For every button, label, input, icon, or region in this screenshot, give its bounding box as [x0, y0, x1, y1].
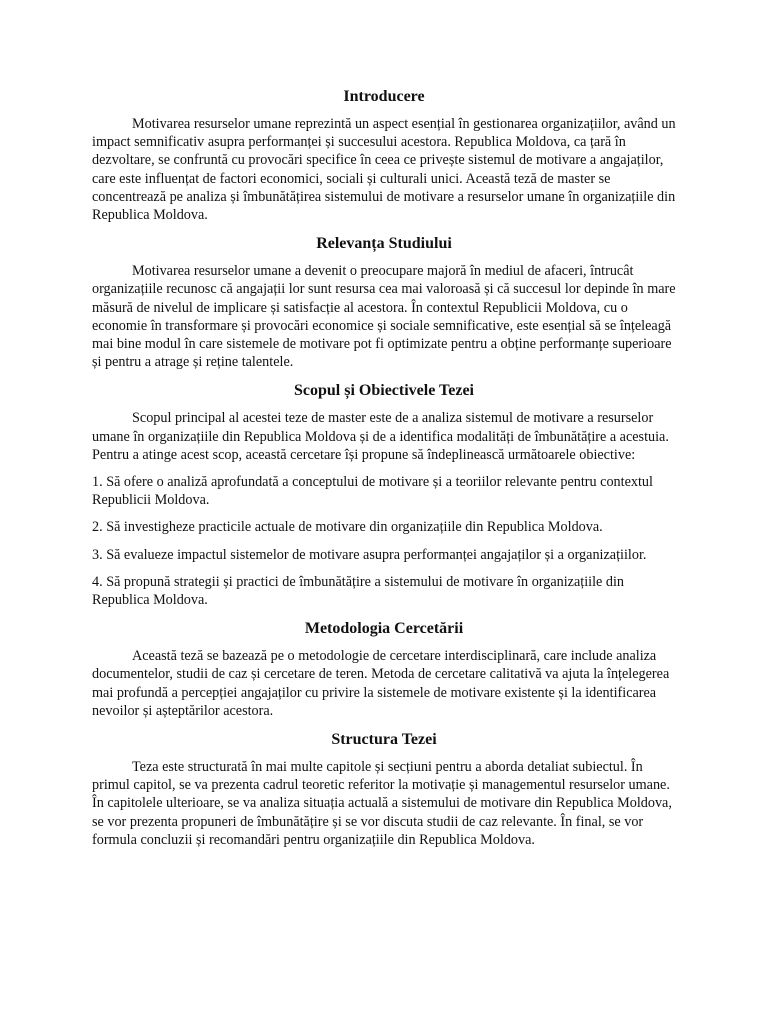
list-item: 1. Să ofere o analiză aprofundată a conceptului de motivare și a teoriilor relevante pentru contextul Republicii Moldova. — [92, 474, 653, 509]
section-scopul-si-obiectivele — [92, 380, 676, 609]
section-heading: Relevanța Studiului — [316, 235, 452, 253]
section-structura-tezei — [92, 729, 676, 849]
section-introducere — [92, 86, 676, 224]
list-item: 2. Să investigheze practicile actuale de motivare din organizațiile din Republica Moldova. — [92, 519, 603, 536]
section-paragraph: Motivarea resurselor umane reprezintă un aspect esențial în gestionarea organizațiilor, având un impact semnificativ asupra performanței și succesului acestora. Republica Moldova, ca țară în dezvoltare, se confruntă cu provocări specifice în ceea ce privește sistemul de motivare a angajaților, care este influențat de factori economici, sociali și culturali unici. Această teză de master se concentrează pe analiza și îmbunătățirea sistemului de motivare a resurselor umane în organizațiile din Republica Moldova. — [92, 116, 676, 224]
section-heading: Introducere — [343, 88, 425, 105]
section-metodologia-cercetarii — [92, 618, 676, 720]
section-relevanta-studiului — [92, 233, 676, 371]
list-item: 3. Să evalueze impactul sistemelor de motivare asupra performanței angajaților și a organizațiilor. — [92, 546, 647, 563]
section-paragraph: Scopul principal al acestei teze de master este de a analiza sistemul de motivare a resurselor umane în organizațiile din Republica Moldova și de a identifica modalități de îmbunătățire a acestuia. Pentru a atinge acest scop, această cercetare își propune să îndeplinească următoarele obiective: — [92, 410, 669, 463]
objectives-list — [92, 473, 676, 609]
section-paragraph: Această teză se bazează pe o metodologie de cercetare interdisciplinară, care include analiza documentelor, studii de caz și cercetare de teren. Metoda de cercetare calitativă va ajuta la înțelegerea mai profundă a percepției angajaților cu privire la sistemele de motivare existente și la identificarea nevoilor și așteptărilor acestora. — [92, 648, 670, 719]
section-heading: Metodologia Cercetării — [304, 620, 464, 638]
section-heading: Scopul și Obiectivele Tezei — [294, 382, 474, 400]
list-item: 4. Să propună strategii și practici de îmbunătățire a sistemului de motivare în organizațiile din Republica Moldova. — [92, 573, 625, 609]
section-heading: Structura Tezei — [331, 731, 437, 749]
section-paragraph: Teza este structurată în mai multe capitole și secțiuni pentru a aborda detaliat subiectul. În primul capitol, se va prezenta cadrul teoretic referitor la motivație și managementul resurselor umane. În capitolele ulterioare, se va analiza situația actuală a sistemului de motivare din Republica Moldova, se vor prezenta propuneri de îmbunătățire și se vor discuta studii de caz relevante. În final, se vor formula concluzii și recomandări pentru organizațiile din Republica Moldova. — [92, 759, 672, 848]
section-paragraph: Motivarea resurselor umane a devenit o preocupare majoră în mediul de afaceri, întrucât organizațiile recunosc că angajații lor sunt resursa cea mai valoroasă și că succesul lor depinde în mare măsură de nivelul de implicare și satisfacție al acestora. În contextul Republicii Moldova, cu o economie în transformare și provocări economice și sociale semnificative, este esențial să se înțeleagă mai bine modul în care sistemele de motivare pot fi optimizate pentru a obține performanțe superioare și pentru a atrage și reține talentele. — [92, 263, 676, 371]
